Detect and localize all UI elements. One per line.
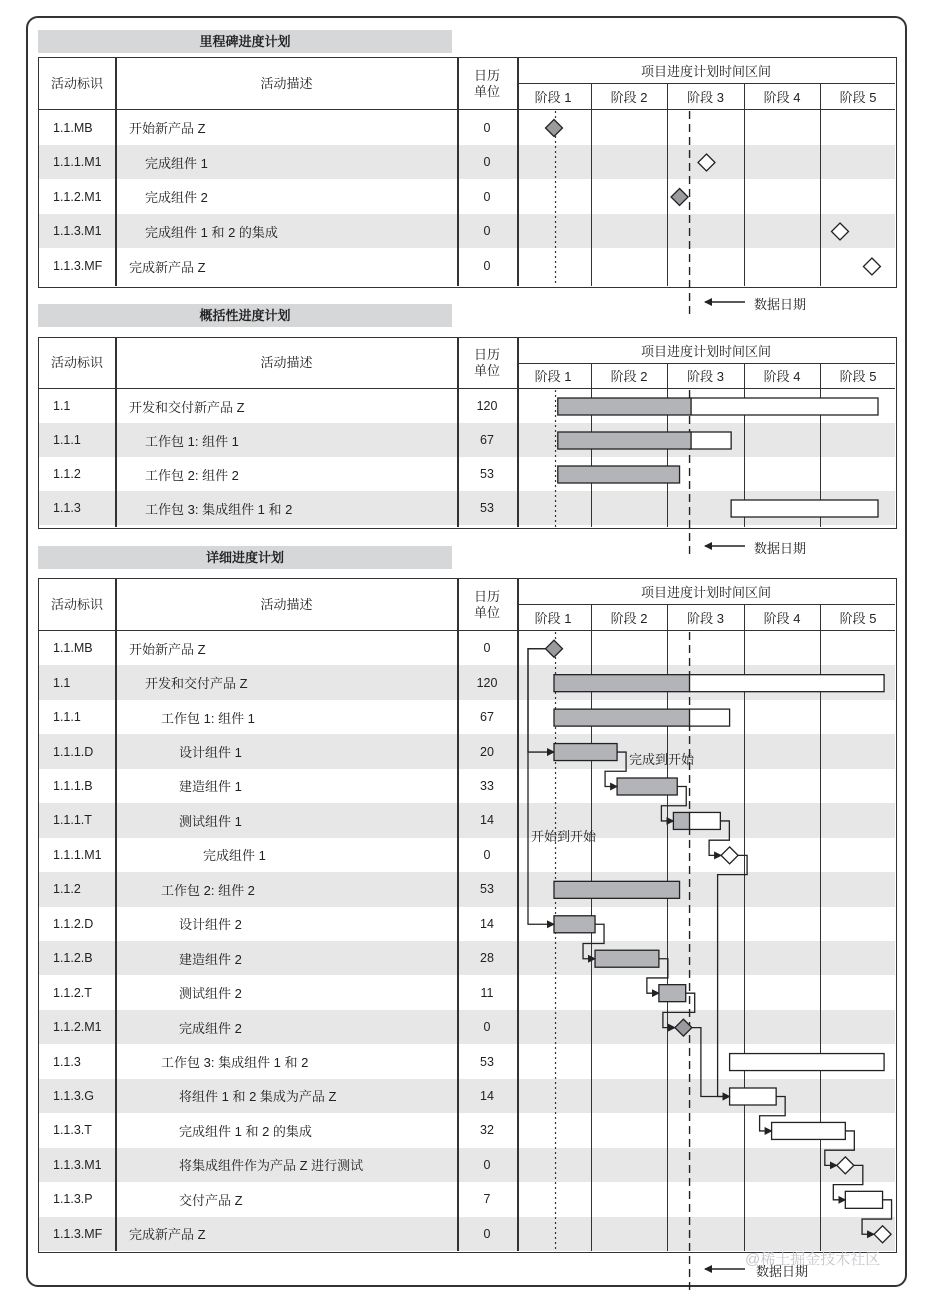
table-row — [39, 941, 895, 975]
row-duration: 0 — [483, 1226, 491, 1241]
row-id: 1.1.1.D — [53, 744, 94, 759]
row-duration: 32 — [480, 1123, 494, 1138]
row-description: 测试组件 1 — [179, 813, 242, 829]
row-description: 完成组件 1 和 2 的集成 — [145, 224, 278, 240]
row-duration: 0 — [483, 641, 491, 656]
table-row — [39, 769, 895, 803]
table-row — [39, 491, 895, 525]
phase-divider-header — [744, 363, 745, 389]
col-desc-header: 活动描述 — [260, 75, 313, 91]
table-row — [39, 1113, 895, 1147]
row-duration: 53 — [480, 1054, 494, 1069]
row-description: 完成组件 1 — [145, 155, 208, 171]
table-row — [39, 214, 895, 248]
data-date-label-2: 数据日期 — [754, 541, 807, 556]
column-divider — [517, 338, 519, 527]
column-divider — [115, 338, 117, 527]
table-row — [39, 803, 895, 837]
row-description: 工作包 1: 组件 1 — [161, 710, 255, 726]
row-description: 建造组件 1 — [179, 779, 242, 795]
milestone-header — [39, 58, 895, 110]
phase-divider — [667, 389, 668, 527]
detail-section-title: 详细进度计划 — [38, 546, 452, 569]
row-description: 开发和交付产品 Z — [145, 676, 248, 692]
row-description: 开始新产品 Z — [129, 121, 206, 136]
table-row — [39, 1010, 895, 1044]
phase-divider-header — [820, 363, 821, 389]
phase-divider-header — [591, 83, 592, 110]
phase-divider — [744, 631, 745, 1251]
row-description: 开发和交付新产品 Z — [129, 399, 245, 415]
phase-divider-header — [744, 604, 745, 631]
row-duration: 0 — [483, 1020, 491, 1035]
phase-divider — [820, 631, 821, 1251]
table-row — [39, 145, 895, 179]
phase-label-3: 阶段 3 — [687, 610, 724, 626]
row-duration: 14 — [480, 813, 494, 828]
row-duration: 14 — [480, 916, 494, 931]
row-id: 1.1.2 — [53, 882, 81, 897]
row-id: 1.1.3 — [53, 501, 81, 515]
phase-divider — [744, 389, 745, 527]
row-id: 1.1.3.MF — [53, 259, 103, 273]
row-duration: 0 — [483, 120, 491, 135]
table-row — [39, 423, 895, 457]
row-duration: 0 — [483, 1157, 491, 1172]
finish-to-start-label: 完成到开始 — [629, 752, 695, 767]
column-divider — [517, 58, 519, 286]
phase-divider — [591, 389, 592, 527]
duration-header-line2: 单位 — [473, 604, 500, 620]
phase-divider — [744, 110, 745, 286]
timeframe-header: 项目进度计划时间区间 — [517, 579, 895, 605]
table-row — [39, 389, 895, 423]
start-to-start-label: 开始到开始 — [531, 829, 597, 844]
row-id: 1.1.3.MF — [53, 1226, 103, 1241]
duration-header-line1: 日历 — [473, 588, 500, 604]
phase-label-1: 阶段 1 — [534, 610, 572, 626]
watermark: @稀土掘金技术社区 — [745, 1251, 881, 1268]
milestone-table — [38, 57, 897, 288]
milestone-section-title: 里程碑进度计划 — [38, 30, 452, 53]
table-row — [39, 1079, 895, 1113]
col-desc-header: 活动描述 — [260, 596, 313, 612]
table-row — [39, 1148, 895, 1182]
col-id-header: 活动标识 — [50, 596, 103, 612]
timeframe-header: 项目进度计划时间区间 — [517, 338, 895, 364]
row-description: 工作包 3: 集成组件 1 和 2 — [145, 501, 293, 517]
row-description: 完成组件 1 和 2 的集成 — [179, 1123, 312, 1139]
row-id: 1.1.1 — [53, 710, 81, 725]
row-description: 工作包 1: 组件 1 — [145, 433, 239, 449]
table-row — [39, 1044, 895, 1078]
phase-divider-header — [591, 604, 592, 631]
table-row — [39, 975, 895, 1009]
row-duration: 0 — [483, 155, 491, 169]
row-id: 1.1.3.M1 — [53, 1157, 102, 1172]
phase-label-3: 阶段 3 — [687, 89, 724, 105]
duration-header-line1: 日历 — [473, 67, 500, 83]
phase-divider-header — [667, 363, 668, 389]
column-divider — [517, 579, 519, 1251]
table-row — [39, 179, 895, 214]
table-row — [39, 665, 895, 699]
row-duration: 0 — [483, 224, 491, 238]
table-row — [39, 734, 895, 768]
phase-label-2: 阶段 2 — [610, 368, 648, 384]
row-duration: 67 — [480, 710, 494, 725]
phase-label-2: 阶段 2 — [610, 610, 648, 626]
row-id: 1.1.MB — [53, 120, 93, 135]
timeframe-header: 项目进度计划时间区间 — [517, 58, 895, 84]
phase-label-4: 阶段 4 — [763, 89, 801, 105]
summary-section-title: 概括性进度计划 — [38, 304, 452, 327]
phase-divider — [820, 389, 821, 527]
detail-header — [39, 579, 895, 631]
row-id: 1.1.3.P — [53, 1192, 93, 1207]
duration-header-line2: 单位 — [473, 363, 500, 378]
row-description: 设计组件 1 — [179, 745, 242, 761]
row-id: 1.1.1 — [53, 433, 81, 447]
row-id: 1.1.1.M1 — [53, 155, 102, 169]
row-id: 1.1.2.M1 — [53, 1020, 102, 1035]
row-duration: 53 — [480, 882, 494, 897]
phase-divider — [667, 110, 668, 286]
row-description: 开始新产品 Z — [129, 641, 206, 657]
row-duration: 14 — [480, 1088, 494, 1103]
column-divider — [457, 338, 459, 527]
summary-table — [38, 337, 897, 529]
phase-divider-header — [667, 83, 668, 110]
row-duration: 67 — [480, 433, 494, 447]
row-description: 设计组件 2 — [179, 917, 242, 933]
row-id: 1.1.2.B — [53, 951, 93, 966]
phase-label-1: 阶段 1 — [534, 368, 572, 384]
table-row — [39, 631, 895, 665]
row-id: 1.1.1.B — [53, 778, 93, 793]
row-duration: 120 — [476, 675, 498, 690]
row-description: 工作包 3: 集成组件 1 和 2 — [161, 1055, 309, 1071]
row-description: 建造组件 2 — [179, 951, 242, 967]
phase-label-1: 阶段 1 — [534, 89, 572, 105]
row-duration: 0 — [483, 259, 491, 273]
phase-divider — [820, 110, 821, 286]
col-desc-header: 活动描述 — [260, 355, 313, 370]
row-duration: 53 — [480, 467, 494, 481]
row-id: 1.1 — [53, 675, 71, 690]
row-id: 1.1.3.M1 — [53, 224, 102, 238]
phase-label-5: 阶段 5 — [839, 368, 877, 384]
column-divider — [457, 579, 459, 1251]
row-id: 1.1.3.G — [53, 1088, 94, 1103]
phase-divider-header — [820, 83, 821, 110]
duration-header-line1: 日历 — [473, 347, 500, 362]
col-id-header: 活动标识 — [50, 75, 103, 91]
table-row — [39, 838, 895, 872]
row-id: 1.1 — [53, 399, 71, 413]
row-description: 测试组件 2 — [179, 986, 242, 1002]
data-date-label-3: 数据日期 — [756, 1264, 809, 1279]
phase-divider-header — [744, 83, 745, 110]
row-duration: 20 — [480, 744, 494, 759]
row-description: 将组件 1 和 2 集成为产品 Z — [179, 1089, 337, 1105]
row-id: 1.1.2.D — [53, 916, 94, 931]
row-description: 完成组件 2 — [145, 190, 208, 205]
row-description: 完成新产品 Z — [129, 1227, 206, 1243]
phase-divider-header — [667, 604, 668, 631]
row-description: 完成组件 1 — [203, 848, 266, 864]
row-duration: 11 — [480, 985, 494, 1000]
table-row — [39, 907, 895, 941]
row-description: 工作包 2: 组件 2 — [145, 467, 239, 483]
row-id: 1.1.MB — [53, 641, 93, 656]
row-id: 1.1.2 — [53, 467, 81, 481]
table-row — [39, 1217, 895, 1251]
row-duration: 53 — [480, 501, 494, 515]
column-divider — [457, 58, 459, 286]
table-row — [39, 457, 895, 491]
phase-label-2: 阶段 2 — [610, 89, 648, 105]
row-duration: 7 — [483, 1192, 491, 1207]
row-duration: 120 — [476, 399, 498, 413]
table-row — [39, 700, 895, 734]
phase-label-4: 阶段 4 — [763, 368, 801, 384]
table-row — [39, 248, 895, 284]
row-description: 完成组件 2 — [179, 1020, 242, 1036]
phase-divider — [591, 110, 592, 286]
row-duration: 0 — [483, 189, 491, 204]
phase-divider-header — [591, 363, 592, 389]
col-duration-header — [457, 338, 517, 388]
row-duration: 28 — [480, 951, 494, 966]
column-divider — [115, 579, 117, 1251]
table-row — [39, 110, 895, 145]
phase-label-4: 阶段 4 — [763, 610, 801, 626]
duration-header-line2: 单位 — [473, 83, 500, 99]
phase-divider — [667, 631, 668, 1251]
row-description: 交付产品 Z — [179, 1192, 243, 1208]
row-id: 1.1.2.M1 — [53, 189, 102, 204]
col-duration-header — [457, 58, 517, 109]
phase-divider-header — [820, 604, 821, 631]
table-row — [39, 1182, 895, 1216]
phase-label-5: 阶段 5 — [839, 89, 877, 105]
phase-divider — [591, 631, 592, 1251]
detail-table — [38, 578, 897, 1253]
phase-label-3: 阶段 3 — [687, 368, 724, 384]
row-duration: 33 — [480, 778, 494, 793]
summary-header — [39, 338, 895, 389]
row-id: 1.1.2.T — [53, 985, 92, 1000]
column-divider — [115, 58, 117, 286]
row-id: 1.1.1.T — [53, 813, 92, 828]
row-id: 1.1.1.M1 — [53, 847, 102, 862]
row-description: 工作包 2: 组件 2 — [161, 882, 255, 898]
row-description: 将集成组件作为产品 Z 进行测试 — [179, 1158, 364, 1174]
table-row — [39, 872, 895, 906]
col-id-header: 活动标识 — [50, 355, 103, 370]
row-id: 1.1.3 — [53, 1054, 81, 1069]
data-date-label-1: 数据日期 — [754, 297, 807, 312]
row-id: 1.1.3.T — [53, 1123, 92, 1138]
col-duration-header — [457, 579, 517, 630]
phase-label-5: 阶段 5 — [839, 610, 877, 626]
row-duration: 0 — [483, 847, 491, 862]
row-description: 完成新产品 Z — [129, 259, 206, 275]
